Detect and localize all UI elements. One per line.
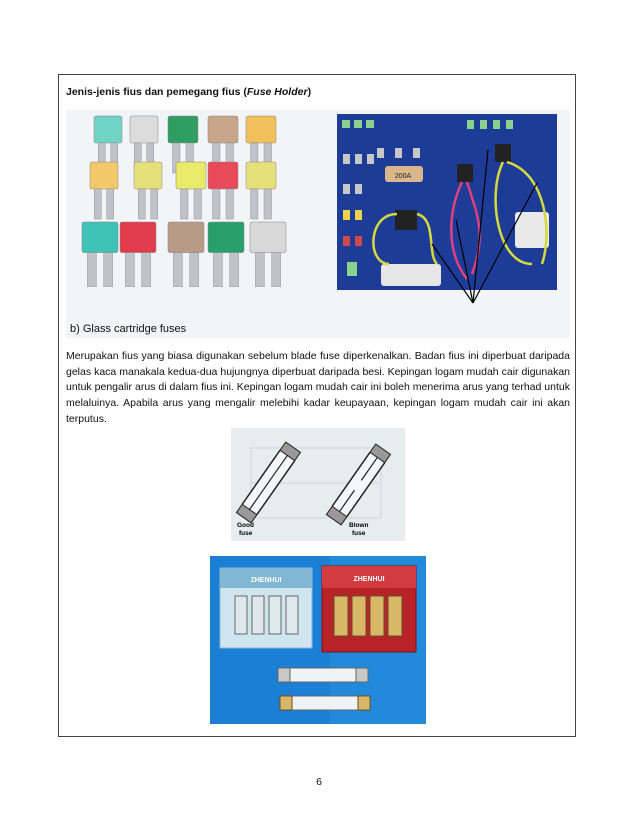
body-paragraph: Merupakan fius yang biasa digunakan sebelum blade fuse diperkenalkan. Badan fius ini diperbuat daripada gelas kaca manakala kedua-dua hujungnya diperbuat daripada besi. Kepingan logam mudah cair digunakan untuk pengalir arus di dalam fius ini. Kepingan logam mudah cair ini boleh menerima arus yang terhad untuk melaluinya. Apabila arus yang mengalir melebihi kadar keupayaan, kepingan logam mudah cair ini akan terputus. xyxy=(66,350,570,425)
pack-brand-right: ZHENHUI xyxy=(353,576,385,583)
fuse-diagram-image xyxy=(231,428,405,541)
section-heading: Jenis-jenis fius dan pemegang fius (Fuse Holder) xyxy=(66,86,312,98)
holder-tag-label: 200A xyxy=(394,173,412,180)
fuse-packs-image xyxy=(210,556,426,724)
blown-fuse-label-2: fuse xyxy=(352,530,366,537)
good-fuse-label-2: fuse xyxy=(239,530,253,537)
pack-brand-left: ZHENHUI xyxy=(250,577,282,584)
good-fuse-label: Good xyxy=(237,522,254,529)
figure-caption: b) Glass cartridge fuses xyxy=(70,323,187,335)
page-number: 6 xyxy=(316,776,322,788)
blown-fuse-label: Blown xyxy=(349,522,369,529)
